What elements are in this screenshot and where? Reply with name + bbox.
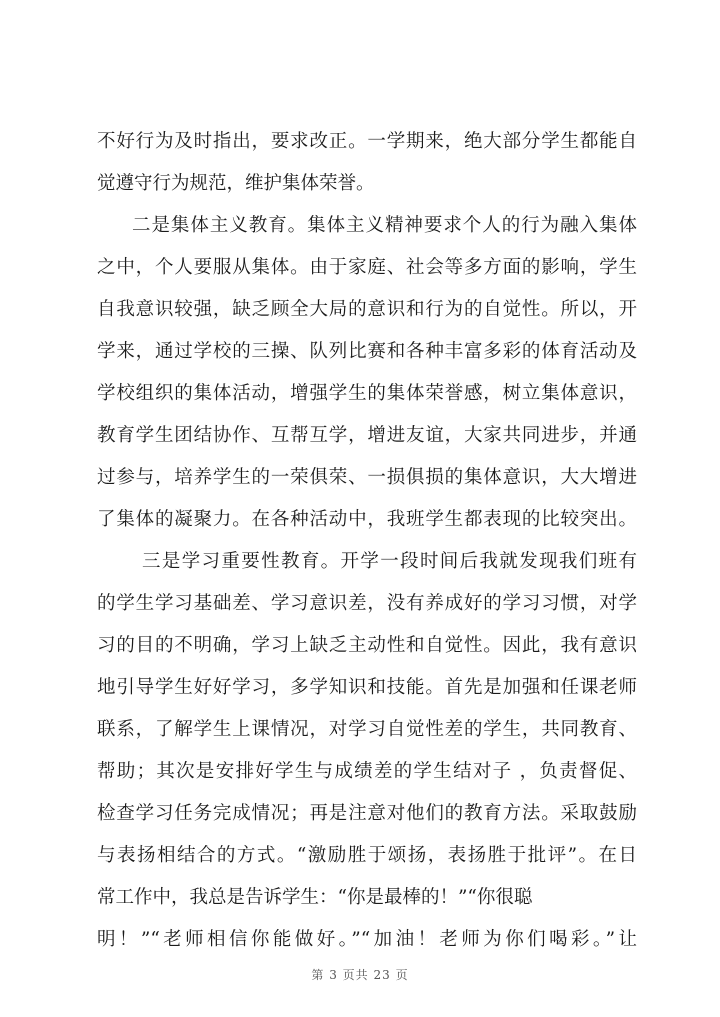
text-line: 联系，了解学生上课情况，对学习自觉性差的学生，共同教育、	[97, 719, 637, 740]
text-line: 帮助；其次是安排好学生与成绩差的学生结对子 ，负责督促、	[97, 761, 637, 782]
text-line: 常工作中，我总是告诉学生：“你是最棒的！”“你很聪	[97, 887, 533, 908]
text-line: 过参与，培养学生的一荣俱荣、一损俱损的集体意识，大大增进	[97, 467, 637, 488]
text-line: 三是学习重要性教育。开学一段时间后我就发现我们班有	[142, 551, 637, 572]
text-line: 地引导学生好好学习，多学知识和技能。首先是加强和任课老师	[97, 677, 637, 698]
text-line: 自我意识较强，缺乏顾全大局的意识和行为的自觉性。所以，开	[97, 299, 637, 320]
text-line: 学校组织的集体活动，增强学生的集体荣誉感，树立集体意识，	[97, 383, 637, 404]
text-line: 检查学习任务完成情况；再是注意对他们的教育方法。采取鼓励	[97, 803, 637, 824]
text-line: 二是集体主义教育。集体主义精神要求个人的行为融入集体	[132, 215, 637, 236]
text-line: 了集体的凝聚力。在各种活动中，我班学生都表现的比较突出。	[97, 509, 637, 530]
text-line: 学来，通过学校的三操、队列比赛和各种丰富多彩的体育活动及	[97, 341, 637, 362]
text-line: 与表扬相结合的方式。“激励胜于颂扬，表扬胜于批评”。在日	[97, 845, 637, 866]
text-line: 之中，个人要服从集体。由于家庭、社会等多方面的影响，学生	[97, 257, 637, 278]
page-number-footer: 第 3 页共 23 页	[311, 968, 409, 982]
text-line: 不好行为及时指出，要求改正。一学期来，绝大部分学生都能自	[97, 131, 637, 152]
text-line: 教育学生团结协作、互帮互学，增进友谊，大家共同进步，并通	[97, 425, 637, 446]
text-line: 明！”“老师相信你能做好。”“加油！老师为你们喝彩。”让	[97, 929, 637, 950]
text-line: 觉遵守行为规范，维护集体荣誉。	[97, 173, 375, 194]
text-line: 的学生学习基础差、学习意识差，没有养成好的学习习惯，对学	[97, 593, 637, 614]
text-line: 习的目的不明确，学习上缺乏主动性和自觉性。因此，我有意识	[97, 635, 637, 656]
